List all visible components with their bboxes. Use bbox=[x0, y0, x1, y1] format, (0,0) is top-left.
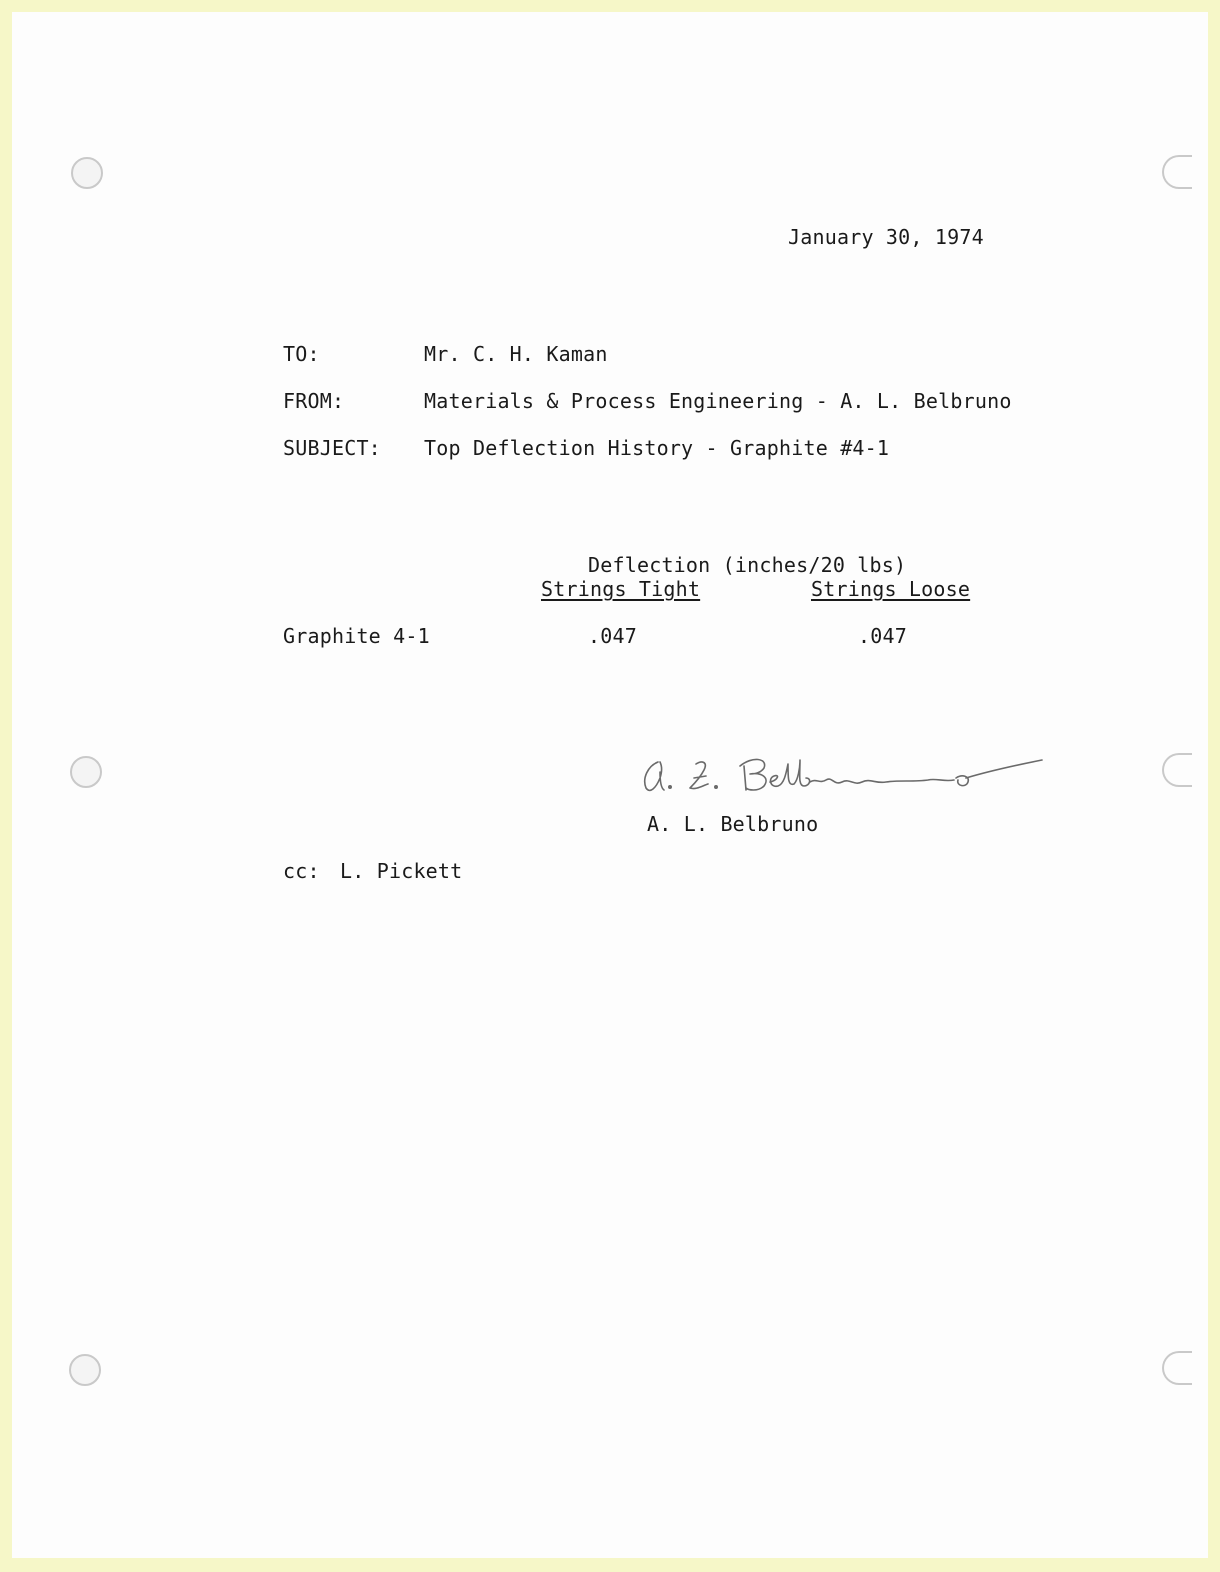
from-value: Materials & Process Engineering - A. L. Belbruno bbox=[424, 389, 1012, 413]
punch-hole-left-top bbox=[71, 157, 103, 189]
to-value: Mr. C. H. Kaman bbox=[424, 342, 608, 366]
handwritten-signature bbox=[636, 744, 1048, 804]
column-header-strings-loose: Strings Loose bbox=[811, 577, 971, 601]
to-label: TO: bbox=[283, 342, 320, 366]
punch-hole-right-middle bbox=[1162, 753, 1192, 787]
cc-value: L. Pickett bbox=[340, 859, 463, 883]
subject-label: SUBJECT: bbox=[283, 436, 381, 460]
punch-hole-right-bottom bbox=[1162, 1351, 1192, 1385]
table-cell-tight: .047 bbox=[588, 624, 637, 648]
subject-value: Top Deflection History - Graphite #4-1 bbox=[424, 436, 890, 460]
column-header-strings-tight: Strings Tight bbox=[541, 577, 701, 601]
punch-hole-right-top bbox=[1162, 155, 1192, 189]
cc-label: cc: bbox=[283, 859, 320, 883]
punch-hole-left-bottom bbox=[69, 1354, 101, 1386]
memo-date: January 30, 1974 bbox=[788, 225, 984, 249]
table-row-label: Graphite 4-1 bbox=[283, 624, 430, 648]
punch-hole-left-middle bbox=[70, 756, 102, 788]
typed-signature-name: A. L. Belbruno bbox=[647, 812, 819, 836]
table-group-header: Deflection (inches/20 lbs) bbox=[588, 553, 907, 577]
table-cell-loose: .047 bbox=[858, 624, 907, 648]
from-label: FROM: bbox=[283, 389, 345, 413]
